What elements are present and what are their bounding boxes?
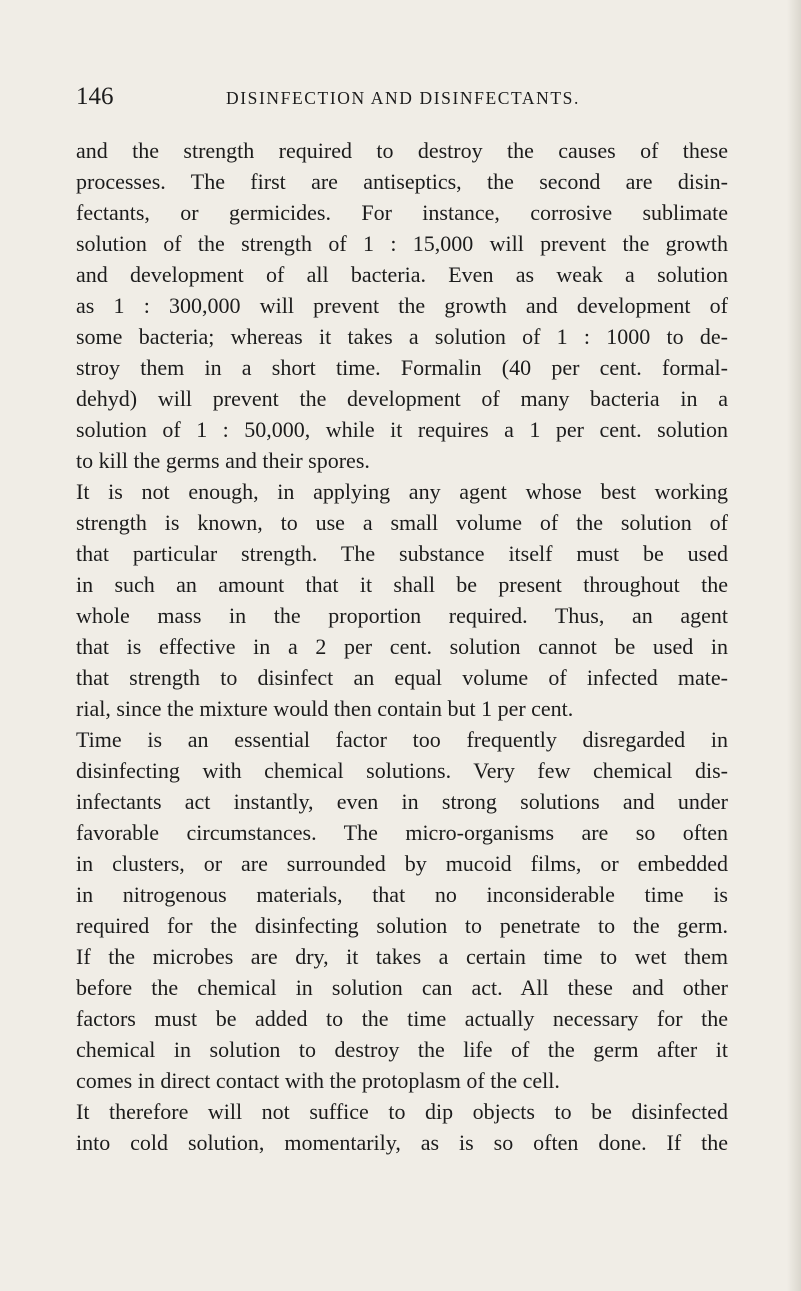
text-line: fectants, or germicides. For instance, corrosive sublimate — [76, 200, 728, 225]
text-line: Time is an essential factor too frequently disregarded in — [76, 727, 728, 752]
text-line: that is effective in a 2 per cent. solution cannot be used in — [76, 634, 728, 659]
text-line: stroy them in a short time. Formalin (40 per cent. formal- — [76, 355, 728, 380]
text-line: rial, since the mixture would then contain but 1 per cent. — [76, 696, 574, 721]
text-line: dehyd) will prevent the development of many bacteria in a — [76, 386, 728, 411]
text-line: as 1 : 300,000 will prevent the growth and development of — [76, 293, 728, 318]
text-line: into cold solution, momentarily, as is so often done. If the — [76, 1130, 728, 1155]
text-line: factors must be added to the time actually necessary for the — [76, 1006, 728, 1031]
text-line: processes. The first are antiseptics, the second are disin- — [76, 169, 728, 194]
text-line: strength is known, to use a small volume of the solution of — [76, 510, 728, 535]
text-line: It is not enough, in applying any agent whose best working — [76, 479, 728, 504]
text-line: in clusters, or are surrounded by mucoid films, or embedded — [76, 851, 728, 876]
text-line: chemical in solution to destroy the life of the germ after it — [76, 1037, 728, 1062]
text-line: some bacteria; whereas it takes a solution of 1 : 1000 to de- — [76, 324, 728, 349]
text-line: and the strength required to destroy the causes of these — [76, 138, 728, 163]
text-line: disinfecting with chemical solutions. Very few chemical dis- — [76, 758, 728, 783]
text-line: that strength to disinfect an equal volume of infected mate- — [76, 665, 728, 690]
text-line: to kill the germs and their spores. — [76, 448, 370, 473]
text-line: favorable circumstances. The micro-organisms are so often — [76, 820, 728, 845]
text-line: solution of 1 : 50,000, while it requires a 1 per cent. solution — [76, 417, 728, 442]
page-header — [76, 82, 728, 112]
text-line: If the microbes are dry, it takes a certain time to wet them — [76, 944, 728, 969]
text-line: that particular strength. The substance itself must be used — [76, 541, 728, 566]
text-line: and development of all bacteria. Even as weak a solution — [76, 262, 728, 287]
text-line: comes in direct contact with the protoplasm of the cell. — [76, 1068, 560, 1093]
text-line: before the chemical in solution can act. All these and other — [76, 975, 728, 1000]
text-line: required for the disinfecting solution to penetrate to the germ. — [76, 913, 728, 938]
text-line: solution of the strength of 1 : 15,000 will prevent the growth — [76, 231, 728, 256]
page-edge-shadow — [787, 0, 801, 1291]
text-line: It therefore will not suffice to dip objects to be disinfected — [76, 1099, 728, 1124]
text-line: in such an amount that it shall be present throughout the — [76, 572, 728, 597]
text-line: in nitrogenous materials, that no inconsiderable time is — [76, 882, 728, 907]
text-line: infectants act instantly, even in strong solutions and under — [76, 789, 728, 814]
running-head: DISINFECTION AND DISINFECTANTS. — [226, 88, 580, 108]
body-text — [76, 135, 728, 1158]
text-line: whole mass in the proportion required. Thus, an agent — [76, 603, 728, 628]
page-number: 146 — [76, 83, 114, 110]
